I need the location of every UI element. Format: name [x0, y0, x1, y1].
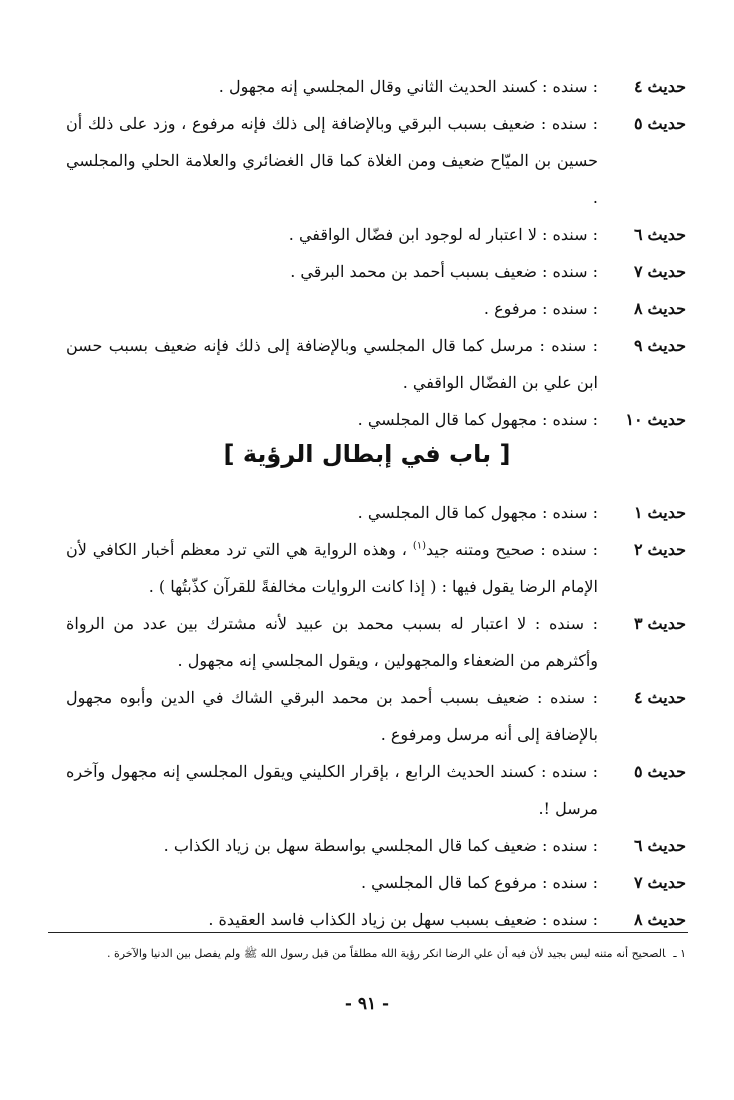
- footnote-reference[interactable]: (١): [412, 540, 426, 552]
- hadith-label: حديث٢: [633, 540, 686, 559]
- hadith-text: : سنده : مرفوع .: [483, 299, 598, 318]
- hadith-label: حديث٦: [633, 836, 686, 855]
- hadith-text: : سنده : ضعيف بسبب أحمد بن محمد البرقي الشاك في الدين وأبوه مجهول بالإضافة إلى أنه مرسل ومرفوع .: [66, 688, 598, 744]
- footnote-number: ١ ـ: [673, 947, 686, 960]
- hadith-entry: [66, 494, 686, 531]
- hadith-entry: [66, 216, 686, 253]
- hadith-entry: [66, 827, 686, 864]
- hadith-text: : سنده : كسند الحديث الثاني وقال المجلسي إنه مجهول .: [218, 77, 598, 96]
- hadith-label: حديث٦: [633, 225, 686, 244]
- hadith-entry: [66, 864, 686, 901]
- footnote-divider: [48, 932, 688, 933]
- hadith-label: حديث٨: [633, 910, 686, 929]
- hadith-entry: [66, 531, 686, 605]
- chapter-heading: [ باب في إبطال الرؤية ]: [223, 440, 511, 468]
- hadith-entry: [66, 105, 686, 216]
- hadith-entry: [66, 68, 686, 105]
- hadith-label: حديث٨: [633, 299, 686, 318]
- hadith-label: حديث٥: [633, 762, 686, 781]
- section-2-entries: [66, 494, 686, 938]
- hadith-label: حديث٤: [633, 688, 686, 707]
- hadith-label: حديث٤: [633, 77, 686, 96]
- hadith-text: : سنده : ضعيف كما قال المجلسي بواسطة سهل بن زياد الكذاب .: [163, 836, 598, 855]
- section-1-entries: [66, 68, 686, 438]
- hadith-entry: [66, 327, 686, 401]
- hadith-entry: [66, 253, 686, 290]
- hadith-entry: [66, 679, 686, 753]
- hadith-entry: [66, 753, 686, 827]
- hadith-text: : سنده : صحيح ومتنه جيد$^{(١)}$ ، وهذه الرواية هي التي ترد معظم أخبار الكافي لأن الإمام الرضا يقول فيها : ( إذا كانت الروايات مخالفةً للقرآن كذّبتُها ) .: [66, 540, 598, 596]
- footnote-text: الصحيح أنه متنه ليس بجيد لأن فيه أن علي الرضا انكر رؤية الله مطلقاً من قبل رسول الله ﷺ ولم يفصل بين الدنيا والآخرة .: [106, 947, 666, 960]
- hadith-text: : سنده : مرسل كما قال المجلسي وبالإضافة إلى ذلك فإنه ضعيف بسبب حسن ابن علي بن الفضّال الواقفي .: [66, 336, 598, 392]
- hadith-text: : سنده : لا اعتبار له لوجود ابن فضّال الواقفي .: [288, 225, 598, 244]
- hadith-text: : سنده : كسند الحديث الرابع ، بإقرار الكليني ويقول المجلسي إنه مجهول وآخره مرسل !.: [66, 762, 598, 818]
- hadith-label: حديث٣: [633, 614, 686, 633]
- hadith-text: : سنده : مرفوع كما قال المجلسي .: [360, 873, 598, 892]
- hadith-entry: [66, 401, 686, 438]
- page-number: - ٩١ -: [344, 994, 390, 1014]
- hadith-text: : سنده : مجهول كما قال المجلسي .: [357, 410, 598, 429]
- hadith-label: حديث٩: [633, 336, 686, 355]
- hadith-entry: [66, 290, 686, 327]
- hadith-label: حديث١٠: [625, 410, 686, 429]
- hadith-text: : سنده : ضعيف بسبب سهل بن زياد الكذاب فاسد العقيدة .: [208, 910, 598, 929]
- hadith-text: : سنده : مجهول كما قال المجلسي .: [357, 503, 598, 522]
- hadith-text: : سنده : ضعيف بسبب البرقي وبالإضافة إلى ذلك فإنه مرفوع ، وزد على ذلك أن حسين بن الميّاح ضعيف ومن الغلاة كما قال الغضائري والعلامة الحلي والمجلسي .: [66, 114, 599, 207]
- footnote: [46, 944, 686, 964]
- hadith-entry: [66, 605, 686, 679]
- hadith-label: حديث٥: [633, 114, 686, 133]
- hadith-label: حديث١: [633, 503, 686, 522]
- hadith-label: حديث٧: [633, 873, 686, 892]
- hadith-label: حديث٧: [633, 262, 686, 281]
- hadith-text: : سنده : ضعيف بسبب أحمد بن محمد البرقي .: [290, 262, 598, 281]
- hadith-text: : سنده : لا اعتبار له بسبب محمد بن عبيد لأنه مشترك بين عدد من الرواة وأكثرهم من الضعفاء والمجهولين ، ويقول المجلسي إنه مجهول .: [66, 614, 598, 670]
